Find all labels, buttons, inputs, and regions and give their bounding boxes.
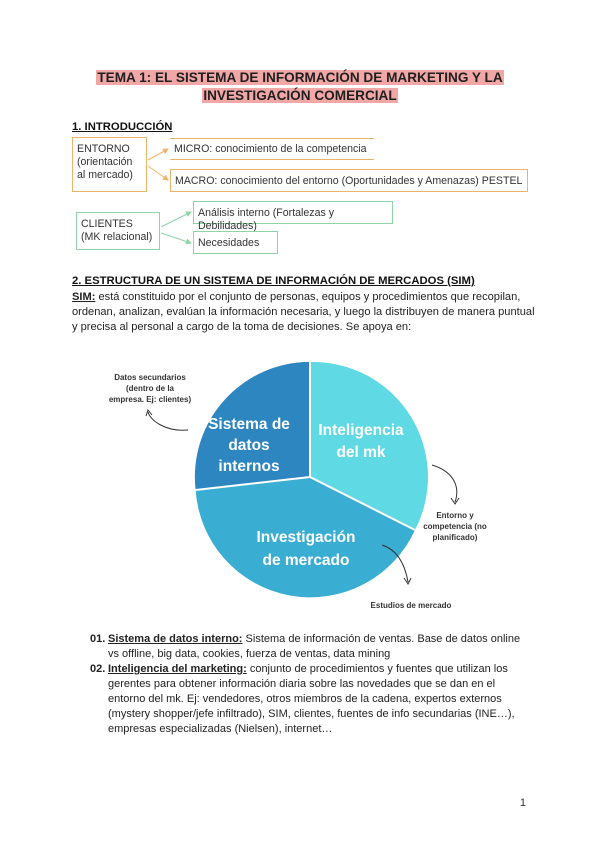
segment-label-datos-1: Sistema de bbox=[208, 416, 290, 433]
list-item-number: 01. bbox=[90, 633, 106, 645]
arrow-to-macro bbox=[148, 166, 168, 180]
ann-estudios: Estudios de mercado bbox=[370, 601, 452, 610]
segment-label-inteligencia-1: Inteligencia bbox=[318, 422, 404, 439]
list-item-text: Sistema de información de ventas. Base de datos online vs offline, big data, cookies, fuerza de ventas, data mining bbox=[108, 633, 521, 660]
ann-entorno-2: competencia (no bbox=[423, 522, 487, 531]
segment-label-datos-3: internos bbox=[218, 458, 280, 475]
intro-connectors bbox=[0, 0, 600, 300]
ann-datos-1: Datos secundarios bbox=[114, 373, 186, 382]
micro-text: MICRO: conocimiento de la competencia bbox=[174, 143, 367, 155]
list-item bbox=[90, 662, 530, 737]
pointer-datos bbox=[148, 412, 188, 430]
ann-datos-3: empresa. Ej: clientes) bbox=[108, 395, 192, 404]
list-item-number: 02. bbox=[90, 663, 106, 675]
clientes-line-2: (MK relacional) bbox=[81, 231, 153, 243]
section-2-heading: 2. ESTRUCTURA DE UN SISTEMA DE INFORMACIÓN DE MERCADOS (SIM) bbox=[72, 275, 475, 287]
segment-label-investigacion-2: de mercado bbox=[262, 552, 350, 569]
ann-entorno-1: Entorno y bbox=[436, 511, 474, 520]
sim-text: está constituido por el conjunto de personas, equipos y procedimientos que recopilan, ordenan, analizan, evalúan la información necesaria, y luego la distribuyen de manera puntual y precisa al personal a cargo de la toma de decisiones. Se apoya en: bbox=[72, 291, 535, 333]
title-line-2: INVESTIGACIÓN COMERCIAL bbox=[203, 88, 397, 103]
ann-datos-2: (dentro de la bbox=[125, 384, 175, 393]
list-item bbox=[90, 632, 530, 662]
list-item-text: conjunto de procedimientos y fuentes que utilizan los gerentes para obtener información diaria sobre las novedades que se dan en el entorno del mk. Ej: vendedores, otros miembros de la cadena, expertos externos (mystery shopper/jefe infiltrado), SIM, clientes, fuentes de info secundarias (INE…), empresas especializadas (Nielsen), internet… bbox=[108, 663, 515, 735]
pointer-entorno bbox=[432, 465, 457, 502]
segment-label-datos-2: datos bbox=[228, 437, 270, 454]
segment-label-investigacion-1: Investigación bbox=[256, 529, 356, 546]
sim-pie-diagram bbox=[0, 340, 600, 620]
entorno-line-1: ENTORNO bbox=[77, 143, 130, 155]
necesidades-text: Necesidades bbox=[198, 237, 260, 249]
sim-paragraph bbox=[72, 290, 542, 335]
entorno-line-2: (orientación bbox=[77, 156, 133, 168]
title-line-1: TEMA 1: EL SISTEMA DE INFORMACIÓN DE MARKETING Y LA bbox=[97, 70, 503, 85]
entorno-line-3: al mercado) bbox=[77, 169, 133, 181]
page-number: 1 bbox=[519, 797, 526, 809]
section-1-heading: 1. INTRODUCCIÓN bbox=[72, 121, 173, 133]
macro-text: MACRO: conocimiento del entorno (Oportunidades y Amenazas) PESTEL bbox=[175, 175, 523, 187]
numbered-list bbox=[90, 632, 530, 737]
list-item-label: Sistema de datos interno: bbox=[108, 633, 243, 645]
analisis-text: Análisis interno (Fortalezas y Debilidades) bbox=[198, 207, 335, 232]
segment-label-inteligencia-2: del mk bbox=[336, 444, 386, 461]
arrow-to-analisis bbox=[161, 212, 191, 227]
arrow-to-necesidades bbox=[161, 233, 191, 243]
list-item-label: Inteligencia del marketing: bbox=[108, 663, 247, 675]
ann-entorno-3: planificado) bbox=[432, 533, 478, 542]
clientes-line-1: CLIENTES bbox=[81, 218, 133, 230]
sim-label: SIM: bbox=[72, 291, 96, 303]
arrow-to-micro bbox=[148, 149, 168, 160]
